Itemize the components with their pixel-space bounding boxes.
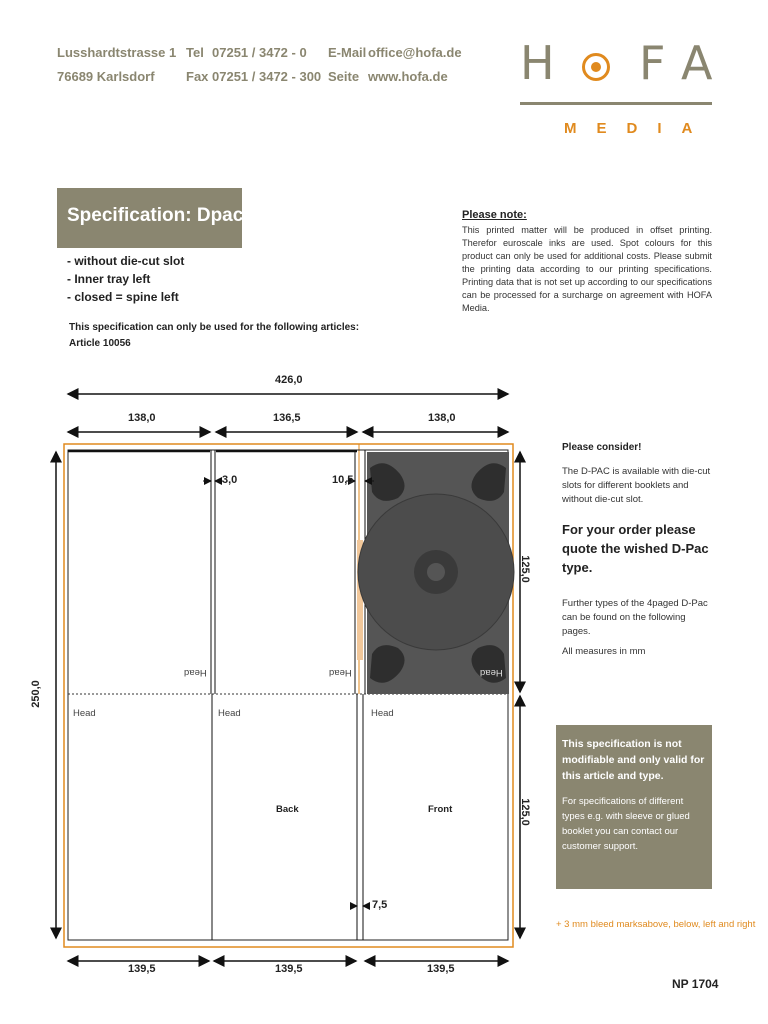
consider-text: The D-PAC is available with die-cut slots for different booklets and without die-cut slot. — [562, 466, 711, 505]
measures-text: All measures in mm — [562, 646, 646, 657]
dim-top-middle: 136,5 — [273, 412, 301, 424]
logo-o-icon — [576, 45, 622, 91]
further-text: Further types of the 4paged D-Pac can be found on the following pages. — [562, 598, 708, 637]
address-line1: Lusshardtstrasse 1 — [57, 45, 177, 60]
panel-head-label: Head — [480, 667, 503, 678]
dim-gap-c: 7,5 — [372, 899, 388, 911]
phone-values — [212, 41, 321, 89]
dim-height-bottom: 125,0 — [518, 798, 531, 826]
web-label: Seite — [328, 69, 360, 84]
order-text: For your order please quote the wished D-Pac type. — [562, 522, 709, 575]
dpac-diagram — [0, 360, 540, 990]
articles-intro: This specification can only be used for the following articles: — [69, 322, 360, 333]
contact-values — [368, 41, 462, 89]
consider-title: Please consider! — [562, 442, 642, 453]
dim-top-left: 138,0 — [128, 412, 156, 424]
fax-value: 07251 / 3472 - 300 — [212, 69, 322, 84]
phone-labels — [186, 41, 208, 89]
notice-box — [556, 725, 712, 889]
np-number: NP 1704 — [672, 977, 719, 991]
address — [57, 41, 176, 89]
note-title: Please note: — [462, 209, 527, 221]
contact-labels — [328, 41, 366, 89]
dim-bottom-left: 139,5 — [128, 963, 156, 975]
dim-gap-a: 3,0 — [222, 474, 238, 486]
notice-text: For specifications of different types e.g. with sleeve or glued booklet you can contact our customer support. — [562, 796, 690, 852]
panel-head-label: Head — [73, 708, 96, 719]
panel-head-label: Head — [329, 667, 352, 678]
dim-gap-b: 10,5 — [332, 474, 354, 486]
panel-back-label: Back — [276, 804, 299, 815]
dim-height-top: 125,0 — [518, 555, 531, 583]
cd-tray-image — [358, 452, 514, 694]
bullet-item: - Inner tray left — [67, 272, 151, 286]
dim-height-total: 250,0 — [29, 680, 42, 708]
logo-letter-h: H — [520, 36, 555, 90]
panel-front-label: Front — [428, 804, 453, 815]
bullet-item: - without die-cut slot — [67, 254, 185, 268]
hofa-logo — [520, 36, 712, 146]
spec-title-box — [57, 188, 325, 248]
panel-head-label: Head — [218, 708, 241, 719]
tel-label: Tel — [186, 45, 204, 60]
panel-head-label: Head — [371, 708, 394, 719]
dim-top-right: 138,0 — [428, 412, 456, 424]
logo-letter-f: F — [639, 36, 666, 90]
address-line2: 76689 Karlsdorf — [57, 69, 155, 84]
bleed-note: + 3 mm bleed marksabove, below, left and right — [556, 919, 756, 930]
fax-label: Fax — [186, 69, 209, 84]
bullet-item: - closed = spine left — [67, 290, 179, 304]
dim-total-width: 426,0 — [275, 374, 303, 386]
note-text: This printed matter will be produced in offset printing. Therefor euroscale inks are used. Spot colours for this product can only be used for additional costs. Please submit the printing data according to our printing specifications. Printing data that is not set up according to our specifications can be processed for a surcharge on agreement with HOFA Media. — [462, 225, 712, 313]
tel-value: 07251 / 3472 - 0 — [212, 45, 307, 60]
panel-head-label: Head — [184, 667, 207, 678]
logo-line — [520, 102, 712, 105]
dim-bottom-right: 139,5 — [427, 963, 455, 975]
spec-bullets — [67, 252, 184, 306]
logo-media-text: MEDIA — [564, 120, 713, 137]
web-value: www.hofa.de — [368, 69, 448, 84]
article-number: Article 10056 — [69, 338, 131, 349]
email-value: office@hofa.de — [368, 45, 462, 60]
logo-letter-a: A — [681, 36, 713, 90]
dim-bottom-middle: 139,5 — [275, 963, 303, 975]
spec-title: Specification: Dpac, 6 pages — [67, 205, 325, 226]
email-label: E-Mail — [328, 45, 367, 60]
notice-bold: This specification is not modifiable and only valid for this article and type. — [562, 738, 705, 782]
